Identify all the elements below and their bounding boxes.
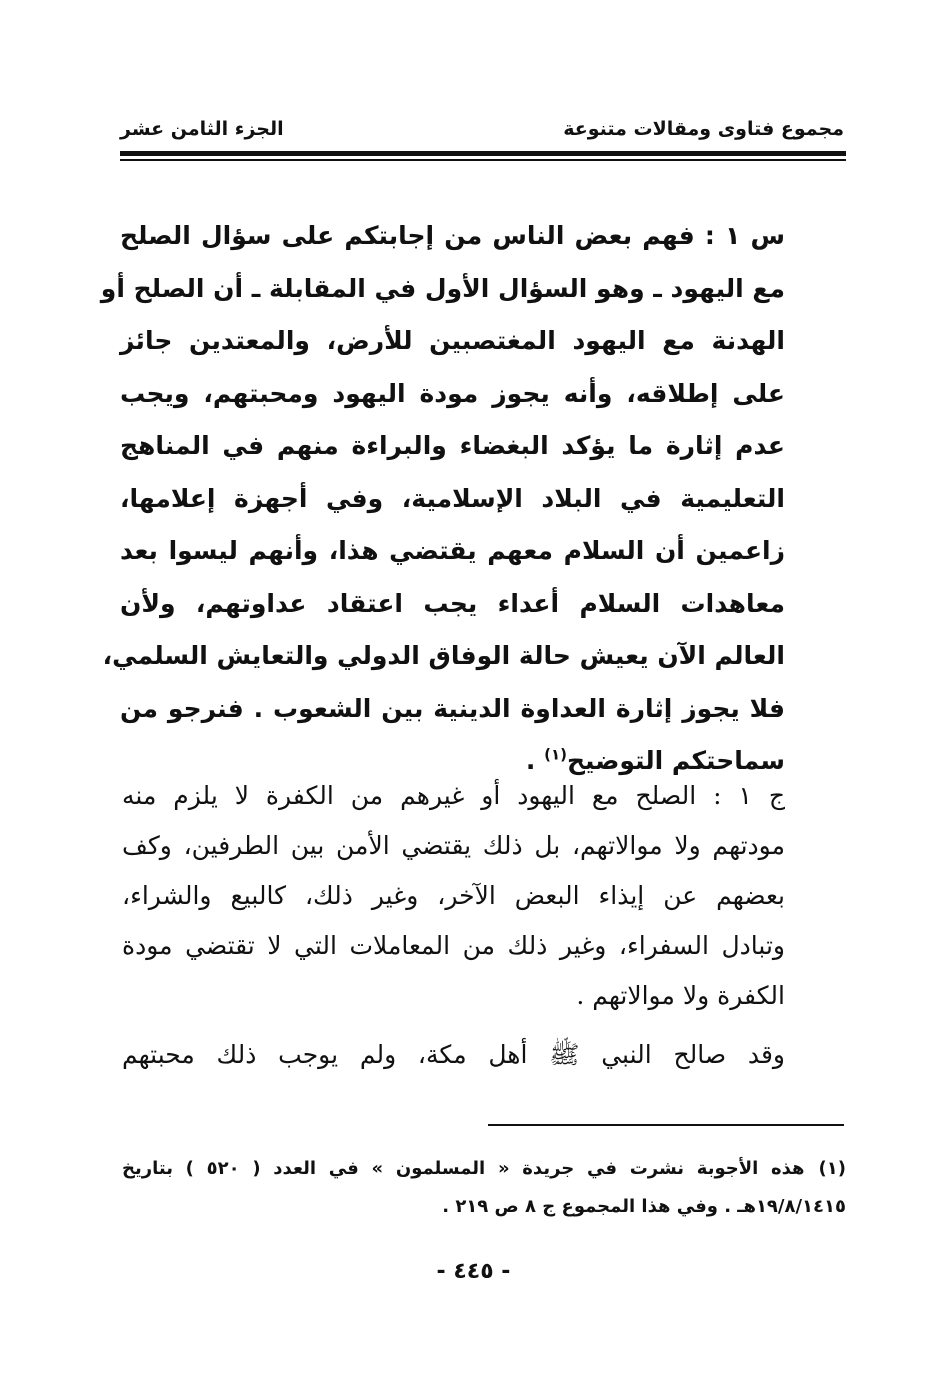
answer-line: بعضهم عن إيذاء البعض الآخر، وغير ذلك، كالبيع والشراء، bbox=[122, 881, 785, 910]
question-last-text: سماحتكم التوضيح bbox=[566, 746, 785, 775]
volume-label: الجزء الثامن عشر bbox=[120, 118, 284, 140]
footnote-marker: (١) bbox=[818, 1158, 847, 1179]
footnote-line-2: ١٩/٨/١٤١٥هـ . وفي هذا المجموع ج ٨ ص ٢١٩ . bbox=[442, 1196, 846, 1217]
question-line: التعليمية في البلاد الإسلامية، وفي أجهزة إعلامها، bbox=[120, 483, 785, 513]
question-last-end: . bbox=[525, 746, 545, 775]
question-line: فلا يجوز إثارة العداوة الدينية بين الشعوب . فنرجو من bbox=[120, 693, 785, 723]
answer-line: وتبادل السفراء، وغير ذلك من المعاملات التي لا تقتضي مودة bbox=[122, 931, 785, 960]
answer-last-line: الكفرة ولا موالاتهم . bbox=[576, 981, 785, 1010]
question-line: مع اليهود ـ وهو السؤال الأول في المقابلة ـ أن الصلح أو bbox=[100, 273, 785, 303]
question-paragraph bbox=[100, 210, 785, 788]
answer-line: مودتهم ولا موالاتهم، بل ذلك يقتضي الأمن بين الطرفين، وكف bbox=[122, 831, 785, 860]
running-header bbox=[120, 112, 844, 152]
footnote-reference[interactable]: (١) bbox=[544, 745, 567, 764]
footnote bbox=[122, 1150, 846, 1226]
question-line: زاعمين أن السلام معهم يقتضي هذا، وأنهم ليسوا بعد bbox=[120, 536, 785, 565]
answer-paragraph bbox=[122, 771, 785, 1021]
footnote-separator bbox=[488, 1124, 844, 1126]
question-line: العالم الآن يعيش حالة الوفاق الدولي والتعايش السلمي، bbox=[102, 641, 785, 670]
footnote-line-1 bbox=[122, 1150, 846, 1188]
answer-line: ج ١ : الصلح مع اليهود أو غيرهم من الكفرة لا يلزم منه bbox=[122, 781, 785, 810]
footnote-text-1: هذه الأجوبة نشرت في جريدة « المسلمون » في العدد ( ٥٢٠ ) بتاريخ bbox=[122, 1158, 805, 1179]
continuation-paragraph bbox=[122, 1030, 785, 1080]
question-line: على إطلاقه، وأنه يجوز مودة اليهود ومحبتهم، ويجب bbox=[120, 378, 785, 408]
question-line: عدم إثارة ما يؤكد البغضاء والبراءة منهم في المناهج bbox=[120, 431, 785, 460]
question-line: س ١ : فهم بعض الناس من إجابتكم على سؤال الصلح bbox=[120, 221, 785, 250]
header-rule-thick bbox=[120, 151, 846, 156]
header-rule-thin bbox=[120, 159, 846, 161]
question-line: الهدنة مع اليهود المغتصبين للأرض، والمعتدين جائز bbox=[120, 326, 785, 355]
book-title: مجموع فتاوى ومقالات متنوعة bbox=[563, 118, 844, 140]
page-number: - ٤٤٥ - bbox=[436, 1259, 511, 1284]
question-line: معاهدات السلام أعداء يجب اعتقاد عداوتهم، ولأن bbox=[120, 588, 785, 618]
continuation-line: وقد صالح النبي ﷺ أهل مكة، ولم يوجب ذلك محبتهم bbox=[122, 1040, 785, 1069]
